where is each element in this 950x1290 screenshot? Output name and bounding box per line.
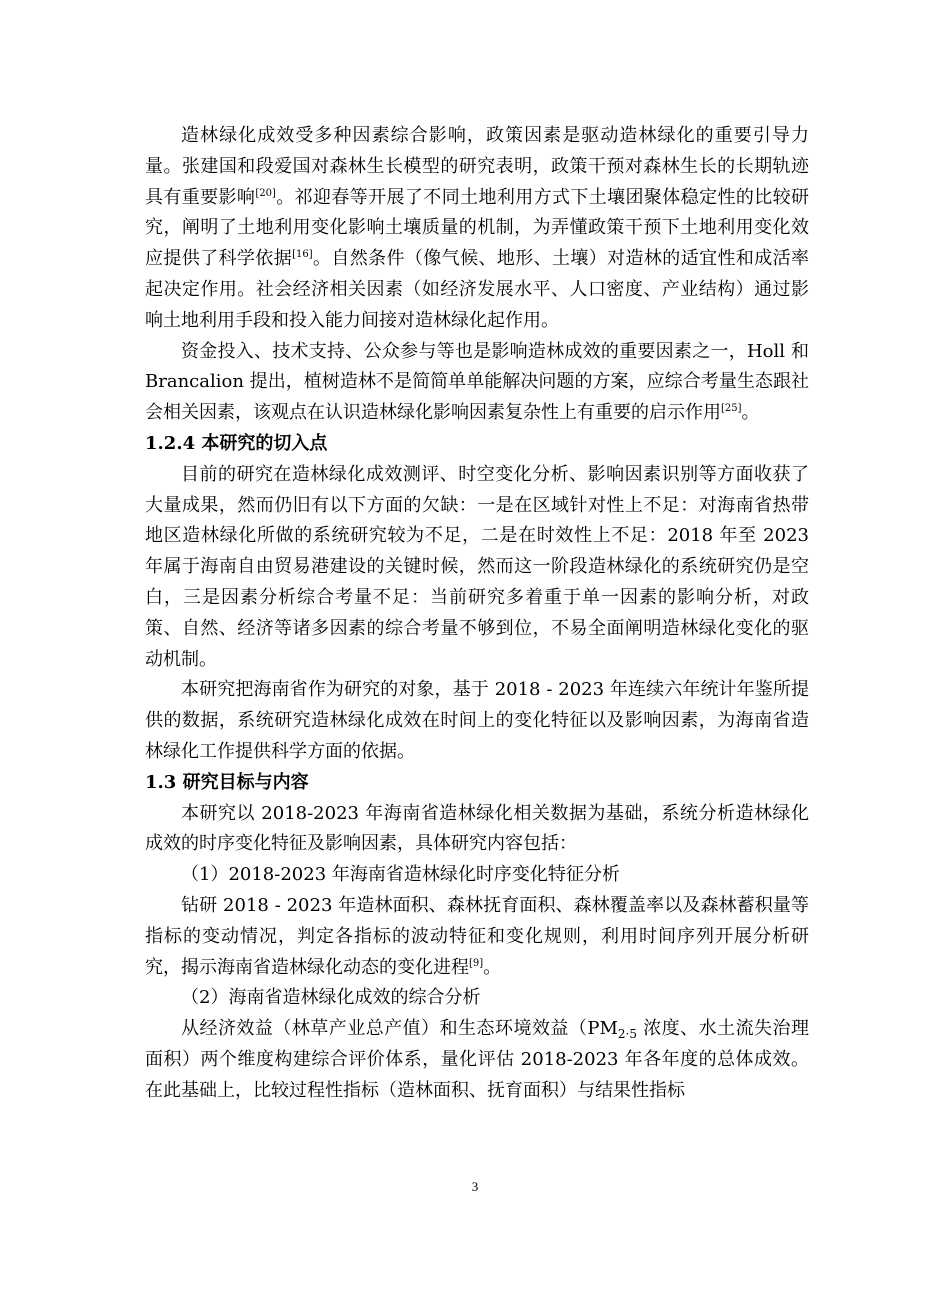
paragraph-research-content-intro: 本研究以 2018-2023 年海南省造林绿化相关数据为基础，系统分析造林绿化成效的时序变化特征及影响因素，具体研究内容包括： [145, 802, 809, 855]
paragraph-text: 从经济效益（林草产业总产值）和生态环境效益（PM [181, 1018, 618, 1040]
paragraph-evaluation-system [145, 1014, 809, 1106]
paragraph-funding-factors [145, 337, 809, 429]
paragraph-text: 。 [483, 956, 502, 978]
paragraph-text: 浓度、水土流失治理面积）两个维度构建综合评价体系，量化评估 2018-2023 年各年度的总体成效。在此基础上，比较过程性指标（造林面积、抚育面积）与结果性指标 [145, 1018, 809, 1101]
paragraph-time-series [145, 891, 809, 983]
list-item-1: （1）2018-2023 年海南省造林绿化时序变化特征分析 [181, 864, 620, 886]
paragraph-text: 资金投入、技术支持、公众参与等也是影响造林成效的重要因素之一，Holl 和 Brancalion 提出，植树造林不是简简单单能解决问题的方案，应综合考量生态跟社会相关因素，该观点在认识造林绿化影响因素复杂性上有重要的启示作用 [145, 340, 809, 424]
paragraph-research-gaps: 目前的研究在造林绿化成效测评、时空变化分析、影响因素识别等方面收获了大量成果，然而仍旧有以下方面的欠缺：一是在区域针对性上不足：对海南省热带地区造林绿化所做的系统研究较为不足，二是在时效性上不足：2018 年至 2023 年属于海南自由贸易港建设的关键时候，然而这一阶段造林绿化的系统研究仍是空白，三是因素分析综合考量不足：当前研究多着重于单一因素的影响分析，对政策、自然、经济等诸多因素的综合考量不够到位，不易全面阐明造林绿化变化的驱动机制。 [145, 463, 809, 670]
paragraph-text: 。 [741, 402, 760, 424]
paragraph-text: 。自然条件（像气候、地形、土壤）对造林的适宜性和成活率起决定作用。社会经济相关因素（如经济发展水平、人口密度、产业结构）通过影响土地利用手段和投入能力间接对造林绿化起作用。 [145, 248, 809, 331]
list-item-2: （2）海南省造林绿化成效的综合分析 [181, 987, 481, 1009]
page-number: 3 [471, 1179, 479, 1194]
citation-ref: [9] [469, 957, 484, 969]
citation-ref: [16] [292, 249, 313, 261]
citation-ref: [25] [721, 403, 742, 415]
paragraph-study-scope: 本研究把海南省作为研究的对象，基于 2018 ‐ 2023 年连续六年统计年鉴所提供的数据，系统研究造林绿化成效在时间上的变化特征以及影响因素，为海南省造林绿化工作提供科学方面的依据。 [145, 679, 809, 762]
section-heading-1-3: 1.3 研究目标与内容 [145, 771, 309, 793]
paragraph-text: 钻研 2018 ‐ 2023 年造林面积、森林抚育面积、森林覆盖率以及森林蓄积量等指标的变动情况，判定各指标的波动特征和变化规则，利用时间序列开展分析研究，揭示海南省造林绿化动态的变化进程 [145, 894, 809, 978]
citation-ref: [20] [255, 187, 276, 199]
section-heading-1-2-4: 1.2.4 本研究的切入点 [145, 432, 328, 454]
pm-subscript: 2·5 [617, 1027, 638, 1042]
paragraph-policy-factors [145, 121, 809, 337]
paragraph-text: 。祁迎春等开展了不同土地利用方式下土壤团聚体稳定性的比较研究，阐明了土地利用变化影响土壤质量的机制，为弄懂政策干预下土地利用变化效应提供了科学依据 [145, 186, 810, 270]
page-body [145, 121, 809, 1107]
paragraph-text: 造林绿化成效受多种因素综合影响，政策因素是驱动造林绿化的重要引导力量。张建国和段爱国对森林生长模型的研究表明，政策干预对森林生长的长期轨迹具有重要影响 [145, 125, 809, 208]
